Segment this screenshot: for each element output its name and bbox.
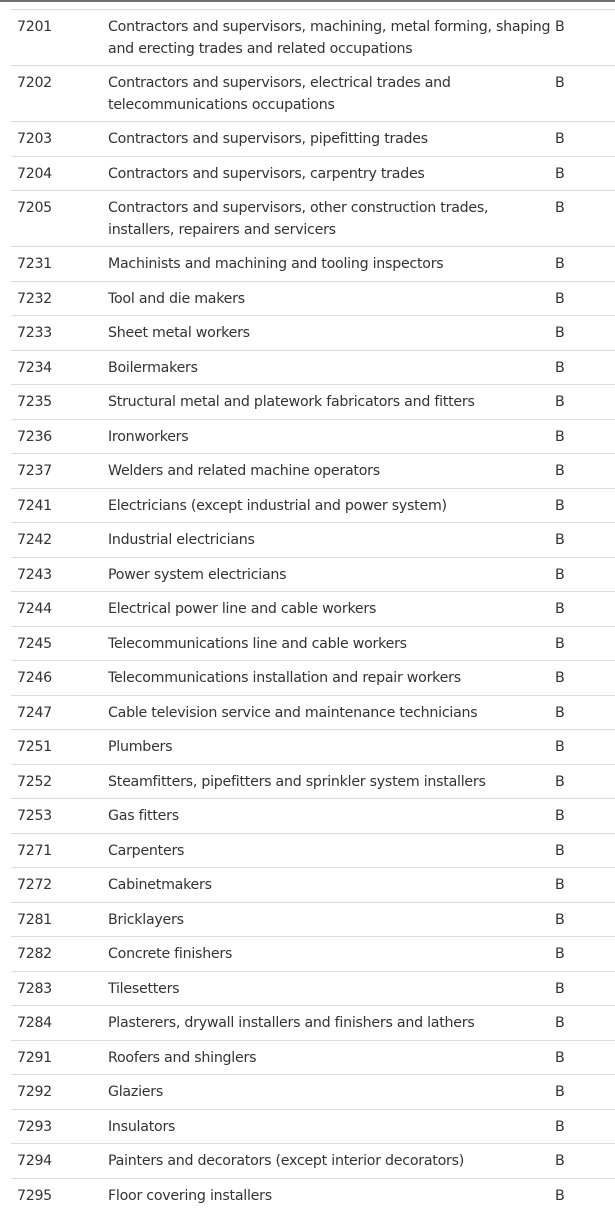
occupation-code: 7251: [17, 739, 52, 755]
occupation-code: 7295: [17, 1187, 52, 1204]
table-row: [11, 696, 615, 731]
occupation-title: Cabinetmakers: [108, 877, 212, 893]
occupation-title: Structural metal and platework fabricators and fitters: [108, 394, 475, 410]
skill-level: B: [555, 773, 565, 790]
occupation-code: 7292: [17, 1084, 52, 1100]
occupation-code: 7237: [17, 463, 52, 479]
table-row: [11, 420, 615, 455]
skill-level: B: [555, 359, 565, 376]
skill-level: B: [555, 532, 565, 548]
occupation-title: Gas fitters: [108, 808, 179, 824]
occupation-code: 7293: [17, 1118, 52, 1135]
occupation-title: Painters and decorators (except interior decorators): [108, 1153, 465, 1169]
table-row: [11, 972, 615, 1007]
skill-level: B: [555, 1118, 565, 1135]
table-row: [11, 834, 615, 869]
table-row: [11, 765, 615, 800]
table-row: [11, 523, 615, 558]
occupation-title: Welders and related machine operators: [108, 463, 380, 479]
occupation-code: 7234: [17, 359, 52, 376]
occupation-title: Plasterers, drywall installers and finishers and lathers: [108, 1015, 475, 1031]
occupation-title: Contractors and supervisors, machining, metal forming, shaping and erecting trades and related occupations: [108, 19, 551, 57]
occupation-code: 7284: [17, 1015, 52, 1031]
occupation-title: Contractors and supervisors, other construction trades, installers, repairers and servicers: [108, 200, 489, 238]
occupation-code: 7272: [17, 877, 52, 893]
skill-level: B: [555, 463, 565, 479]
occupation-code: 7283: [17, 980, 52, 997]
table-row: [11, 937, 615, 972]
table-row: [11, 351, 615, 386]
occupation-title: Telecommunications installation and repair workers: [108, 670, 461, 686]
occupation-title: Industrial electricians: [108, 532, 255, 548]
occupation-title: Cable television service and maintenance technicians: [108, 704, 478, 721]
occupation-title: Plumbers: [108, 739, 173, 755]
table-row: [11, 1110, 615, 1145]
occupation-title: Boilermakers: [108, 359, 198, 376]
occupation-title: Contractors and supervisors, pipefitting trades: [108, 131, 428, 147]
occupation-title: Telecommunications line and cable workers: [108, 635, 407, 652]
skill-level: B: [555, 980, 565, 997]
skill-level: B: [555, 1187, 565, 1204]
top-border: [0, 0, 615, 2]
skill-level: B: [555, 428, 565, 445]
occupation-code: 7202: [17, 75, 52, 91]
occupation-code: 7241: [17, 497, 52, 514]
occupation-code: 7281: [17, 911, 52, 928]
occupation-title: Concrete finishers: [108, 946, 233, 962]
skill-level: B: [555, 877, 565, 893]
occupation-title: Floor covering installers: [108, 1187, 272, 1204]
skill-level: B: [555, 75, 565, 91]
table-row: [11, 489, 615, 524]
skill-level: B: [555, 911, 565, 928]
table-row: [11, 799, 615, 834]
skill-level: B: [555, 497, 565, 514]
table-row: [11, 1144, 615, 1179]
occupation-code: 7231: [17, 256, 52, 272]
skill-level: B: [555, 808, 565, 824]
table-row: [11, 903, 615, 938]
table-row: [11, 454, 615, 489]
occupation-code: 7282: [17, 946, 52, 962]
occupation-code: 7291: [17, 1049, 52, 1066]
skill-level: B: [555, 739, 565, 755]
occupation-code: 7233: [17, 325, 52, 341]
occupation-title: Tilesetters: [108, 980, 180, 997]
skill-level: B: [555, 842, 565, 859]
occupation-title: Electricians (except industrial and power system): [108, 497, 447, 514]
occupation-title: Contractors and supervisors, electrical trades and telecommunications occupations: [108, 75, 451, 113]
table-row: [11, 66, 615, 122]
skill-level: B: [555, 1153, 565, 1169]
table-row: [11, 282, 615, 317]
occupation-code: 7245: [17, 635, 52, 652]
table-row: [11, 191, 615, 247]
skill-level: B: [555, 601, 565, 617]
skill-level: B: [555, 19, 565, 35]
occupation-code: 7244: [17, 601, 52, 617]
occupation-title: Insulators: [108, 1118, 176, 1135]
occupation-code: 7205: [17, 200, 52, 216]
occupation-title: Tool and die makers: [108, 290, 245, 307]
table-row: [11, 10, 615, 66]
occupation-title: Machinists and machining and tooling inspectors: [108, 256, 444, 272]
skill-level: B: [555, 704, 565, 721]
table-row: [11, 558, 615, 593]
table-row: [11, 592, 615, 627]
table-row: [11, 1041, 615, 1076]
occupation-code: 7201: [17, 19, 52, 35]
occupation-title: Carpenters: [108, 842, 185, 859]
occupation-title: Bricklayers: [108, 911, 184, 928]
occupation-title: Contractors and supervisors, carpentry trades: [108, 165, 425, 182]
occupation-code: 7235: [17, 394, 52, 410]
occupation-code: 7243: [17, 566, 52, 583]
table-row: [11, 730, 615, 765]
occupation-code: 7203: [17, 131, 52, 147]
occupation-code: 7232: [17, 290, 52, 307]
skill-level: B: [555, 670, 565, 686]
occupation-title: Power system electricians: [108, 566, 287, 583]
skill-level: B: [555, 200, 565, 216]
occupation-title: Roofers and shinglers: [108, 1049, 257, 1066]
occupation-code: 7242: [17, 532, 52, 548]
table-row: [11, 385, 615, 420]
table-row: [11, 627, 615, 662]
occupation-table: [11, 9, 615, 1213]
occupation-title: Ironworkers: [108, 428, 189, 445]
table-row: [11, 122, 615, 157]
table-row: [11, 316, 615, 351]
occupation-title: Glaziers: [108, 1084, 163, 1100]
table-row: [11, 1075, 615, 1110]
occupation-code: 7294: [17, 1153, 52, 1169]
skill-level: B: [555, 290, 565, 307]
table-row: [11, 1006, 615, 1041]
skill-level: B: [555, 1015, 565, 1031]
table-row: [11, 1179, 615, 1213]
table-row: [11, 157, 615, 192]
table-row: [11, 868, 615, 903]
skill-level: B: [555, 1084, 565, 1100]
skill-level: B: [555, 256, 565, 272]
skill-level: B: [555, 1049, 565, 1066]
skill-level: B: [555, 635, 565, 652]
occupation-code: 7236: [17, 428, 52, 445]
skill-level: B: [555, 325, 565, 341]
occupation-code: 7252: [17, 773, 52, 790]
skill-level: B: [555, 566, 565, 583]
occupation-code: 7247: [17, 704, 52, 721]
occupation-code: 7271: [17, 842, 52, 859]
occupation-title: Electrical power line and cable workers: [108, 601, 377, 617]
occupation-title: Steamfitters, pipefitters and sprinkler system installers: [108, 773, 486, 790]
occupation-title: Sheet metal workers: [108, 325, 250, 341]
table-row: [11, 247, 615, 282]
skill-level: B: [555, 394, 565, 410]
occupation-code: 7246: [17, 670, 52, 686]
occupation-code: 7204: [17, 165, 52, 182]
occupation-code: 7253: [17, 808, 52, 824]
table-row: [11, 661, 615, 696]
skill-level: B: [555, 165, 565, 182]
skill-level: B: [555, 946, 565, 962]
skill-level: B: [555, 131, 565, 147]
